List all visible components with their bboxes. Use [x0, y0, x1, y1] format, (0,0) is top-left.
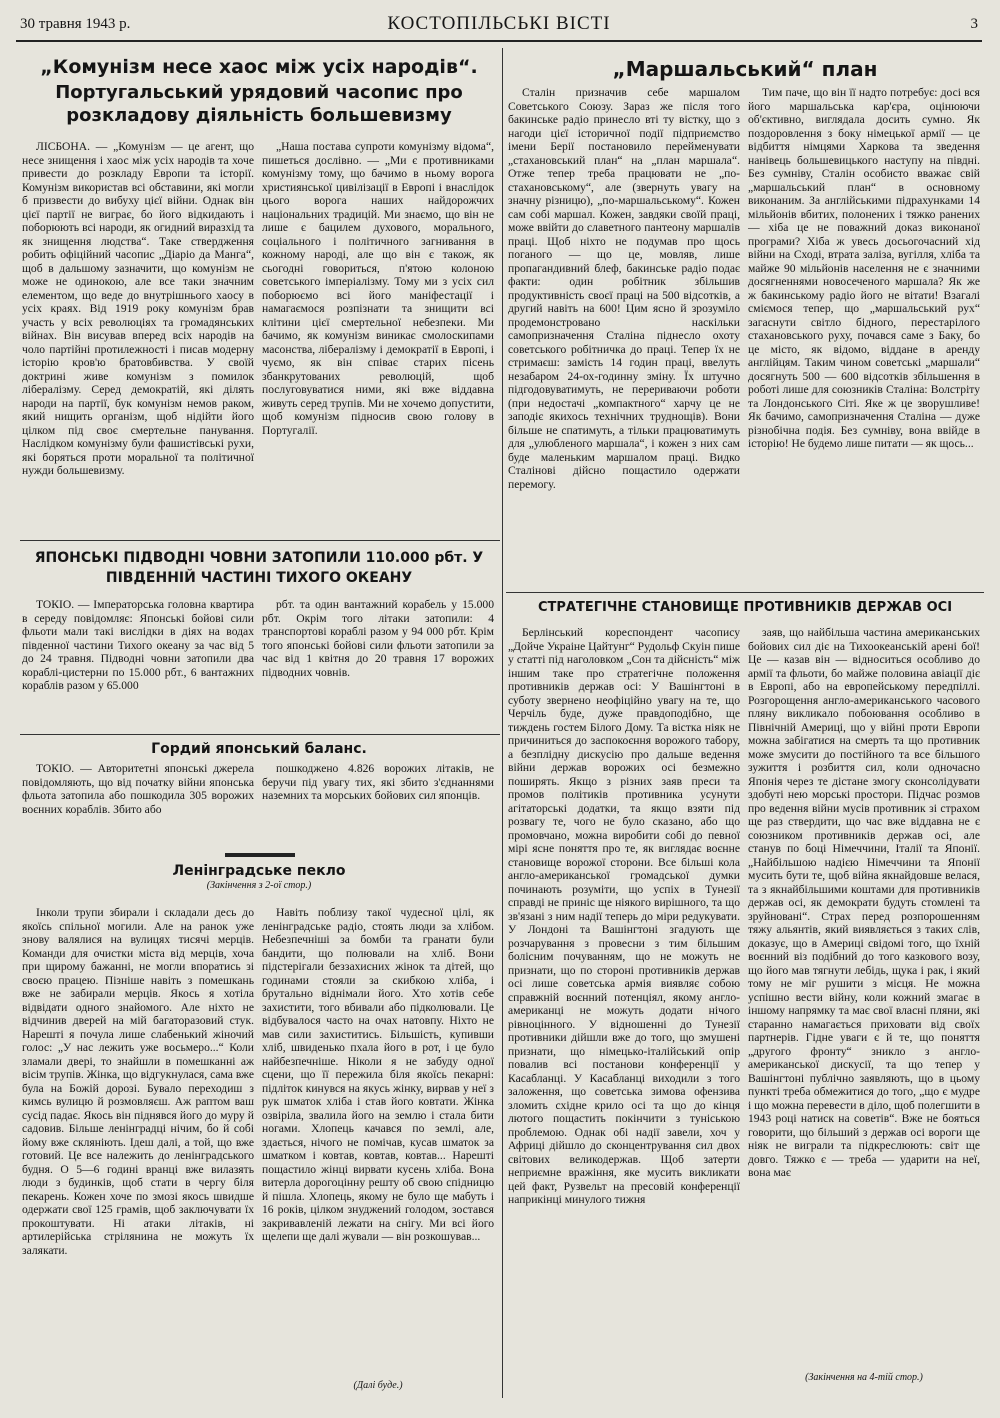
balance-column-2: [262, 762, 494, 828]
article-paragraph: Інколи трупи збирали і складали десь до якоїсь спільної могили. Але на ранок уже знову валялися на вулицях тисячі мерців. Команди для очистки міста від мерців, хоча при щирому бажанні, не могли впоратись зі своєю працею. Пізніше навіть з помешкань вже не забирали мерців. Якось я хотіла відвідати одного знайомого. Але ніхто не відчинив дверей на мій багаторазовий стук. Нарешті я почула лише слабенький жіночий голос: „У нас лежить уже восьмеро...“ Коли зламали двері, то знайшли в помешканні аж вісім трупів. Жінка, що відгукнулася, сама вже була на Божій дорозі. Бувало переходиш з кимсь вулицю й розмовляєш. Аж раптом ваш сусід падає. Якось він піднявся його до муру й садовив. Більше ленінградці нічим, бо й собі йому вже скляніють. Ідеш далі, а той, що вже готовий. Це все належить до ленінградського будня. О 5—6 годині вранці вже вилазять люди з будинків, щоб стати в чергу біля пекарень. Кожен хоче по змозі якось швидше одержати свої 125 грамів, щоб заключувати їх прокоштувати. Ні атаки літаків, ні артилерійська стрілянина не можуть їх залякати.: [22, 906, 254, 1257]
leningrad-headline: Ленінградське пекло: [172, 863, 346, 879]
submarines-column-1: [22, 598, 254, 730]
ornament-rule: [225, 853, 295, 857]
strategic-headline: СТРАТЕГІЧНЕ СТАНОВИЩЕ ПРОТИВНИКІВ ДЕРЖАВ ОСІ: [537, 600, 953, 615]
communism-headline-block: [20, 55, 498, 135]
submarines-headline: ЯПОНСЬКІ ПІДВОДНІ ЧОВНИ ЗАТОПИЛИ 110.000 рбт. У ПІВДЕННІЙ ЧАСТИНІ ТИХОГО ОКЕАНУ: [34, 550, 484, 586]
communism-headline: „Комунізм несе хаос між усіх народів“.: [40, 56, 478, 78]
page-header: [16, 10, 982, 42]
submarines-column-2: [262, 598, 494, 730]
strategic-column-2: [748, 626, 980, 1368]
section-divider: [20, 540, 500, 541]
section-divider: [506, 592, 984, 593]
submarines-headline-block: [20, 548, 498, 592]
leningrad-headline-block: [20, 862, 498, 902]
article-paragraph: ТОКІО. — Імператорська головна квартира в середу повідомляє: Японські бойові сили фльоти мали такі вислідки в діях на водах південної частини Тихого океану за час від 5 до 24 травня. Підводні човни затопили два кораблі-цистерни по 15.000 рбт., 6 вантажних кораблів разом у 65.000: [22, 598, 254, 692]
leningrad-continuation-note: (Закінчення з 2-ої стор.): [206, 880, 312, 891]
marshal-column-1: [508, 86, 740, 586]
article-paragraph: рбт. та один вантажний корабель у 15.000 рбт. Окрім того літаки затопили: 4 транспортові кораблі разом у 94 000 рбт. Крім того японські бойові сили фльоти затопили за час від 1 квітня до 20 травня 17 ворожих підводних човнів.: [262, 598, 494, 679]
article-paragraph: Сталін призначив себе маршалом Советського Союзу. Зараз же після того бакинське радіо принесло вті ту вістку, що з нагоди цієї історичної події підприємство імени Берії постановило перейменувати „стахановський план“ на „план маршала“. Отже тепер треба працювати не „по-стахановському“, але (звернуть увагу на значну різницю), „по-маршальському“. Кожен сам собі маршал. Кожен, завдяки своїй праці, може ввійти до славетного пантеону маршалів праці. Щоб ніхто не подумав про щось поганого — що це, мовляв, лише пропагандивний блеф, бакинське радіо подає факти: один робітник збільшив продуктивність своєї праці на 500 відсотків, а другий навіть на 600! Цим ясно й зрозуміло продемонстровано наскільки самопризначення Сталіна піднесло охоту советського робітничка до праці. Тепер їх не стримаєш: замість 14 годин праці, ввелуть незабаром 24-ох-годинну зміну. Їх штучно підгодовуватимуть, не перериваючи роботи (при недостачі „компактного“ харчу це не заподіє якихось технічних труднощів). Вони більше не спатимуть, а тільки працюватимуть для „улюбленого маршала“, і кожен з них сам буде маленьким маршалом праці. Видко Сталінові дійсно пощастило одержати перемогу.: [508, 86, 740, 491]
marshal-headline: „Маршальський“ план: [612, 57, 878, 81]
strategic-column-1: [508, 626, 740, 1382]
communism-column-2: [262, 140, 494, 532]
leningrad-column-2: [262, 906, 494, 1376]
column-divider: [502, 48, 503, 1398]
page-number: 3: [970, 16, 978, 32]
leningrad-to-be-continued: (Далі буде.): [353, 1380, 403, 1391]
marshal-column-2: [748, 86, 980, 586]
article-paragraph: „Наша постава супроти комунізму відома“, пишеться дослівно. — „Ми є противниками комунізму тому, що бачимо в ньому ворога християнської цивілізації в Европі і внаслідок цього ворога наших найдорожчих національних традицій. Ми знаємо, що він не лише є бацилем духового, морального, соціального і політичного загнивання в кожному народі, але що він є також, як сьогодні говориться, п'ятою колоною советського імперіалізму. Тому ми з усіх сил поборюємо всі його маніфестації і намагаємося розпізнати та знищити всі клітини цієї смертельної небезпеки. Ми бачимо, як комунізм виникає смолоскипами масонства, лібералізму і демократії в Европі, і чуємо, як він співає старих пісень збанкрутованих революцій, щоб послуговуватися ними, які вже віддавна живуть серед трупів. Ми не хочемо допустити, щоб комунізм підносив свою голову в Португалії.: [262, 140, 494, 437]
communism-column-1: [22, 140, 254, 532]
section-divider: [20, 734, 500, 735]
strategic-headline-block: [508, 598, 982, 622]
article-paragraph: Берлінський кореспондент часопису „Дойче Украіне Цайтунг“ Рудольф Скуін пише у статті під наголовком „Сон та дійсність“ між іншим таке про стратегічне положення противників держав осі: У Вашінгтоні в суботу звернено неофіційно увагу на те, що Черчіль буде, дуже правдоподібно, ще тиждень гостем Білого Дому. Та вістка ніяк не причиниться до заспокоєння ворожого табору, а безплідну дискусію про дальше ведення війни держав ворожих осі безмежно поширять. Якщо з різних заяв преси та промов політиків противника усунути агітаторські додатки, та якщо взяти під розвагу те, чого не було сказано, або що промовчано, можна виробити собі до певної мірі ясне поняття про те, як виглядає воєнне становище ворожої сторони. Все більші кола англо-американської громадської думки починають розуміти, що успіх в Тунезії справді не приніс ще ніякого вирішного, та що зв'язані з ним надії теперь до міри редукувати. У Лондоні та Вашінгтоні згадують ще розчарування з провесни з тим більшим болісним почуванням, що не можуть не признати, що по стороні противників держав осі лише советська армія виявляє собою справжній воєнний потенціял, якому англо-американці не можуть додати нічого рівноцінного. У відношенні до Тунезії противники дійшли вже до того, що змушені признати, що німецько-італійський опір повалив всі постанови конференції у Касабланці. У Касабланці виходили з того заложення, що советська зимова офензива зломить східне крило осі та що до кінця лютого пощастить покінчити з туніською проблемою. Однак обі надії завели, хоч у Африці дійшло до сконцентрування сил двох світових великодержав. Щоб затерти неприємне вражіння, яке мусить викликати цей факт, Рузвельт на пресовій конференції наприкінці минулого тижня: [508, 626, 740, 1206]
issue-date: 30 травня 1943 р.: [20, 16, 131, 32]
article-paragraph: Тим паче, що він її надто потребує: досі вся його маршальська кар'єра, оцінюючи об'єктивно, виглядала досить сумно. Як поздоровлення з боку німецької армії — це відбиття німцями Харкова та зведення нанівець большевицького наступу на півдні. Без сумніву, Сталін особисто вважає свій „маршальський план“ в основному виконаним. За англійськими підрахунками 14 мільйонів вбитих, полонених і тяжко ранених — хіба це не поважний доказ виконаної програми? Хіба ж увесь досьогочасний хід війни на Сході, втрата заліза, вугілля, хліба та майже 90 мільйонів населення не є значними досягненнями новосеченого маршала? Як же ж бакинському радіо його не вітати! Взагалі сміємося тепер, що „маршальський рух“ загаснути світло бідного, перестарілого стахановського руху, почався саме з Баку, бо це місто, як відомо, віддане в аренду англійцям. Таким чином советські „маршали“ досягнуть 500 — 600 відсотків збільшення в роботі лише для союзників Сталіна: Волстріту та Лондонського Сіті. Яке ж це зворушливе! Як бачимо, самопризначення Сталіна — дуже різнобічна подія. Без сумніву, вона ввійде в історію! Не будемо лише питати — як щось...: [748, 86, 980, 450]
newspaper-title: КОСТОПІЛЬСЬКІ ВІСТІ: [387, 13, 611, 34]
article-paragraph: пошкоджено 4.826 ворожих літаків, не беручи під увагу тих, які збито з'єднаннями наземних та морських бойових сил японців.: [262, 762, 494, 802]
article-paragraph: ТОКІО. — Авторитетні японські джерела повідомляють, що від початку війни японська фльота затопила або пошкодила 305 ворожих воєнних кораблів. Збито або: [22, 762, 254, 816]
balance-column-1: [22, 762, 254, 828]
leningrad-column-1: [22, 906, 254, 1376]
strategic-continuation-note: (Закінчення на 4-тій стор.): [805, 1372, 923, 1383]
balance-headline-block: [20, 740, 498, 760]
communism-subheadline: Португальський урядовий часопис про розкладову діяльність большевизму: [55, 82, 463, 126]
marshal-headline-block: [508, 55, 982, 85]
article-paragraph: заяв, що найбільша частина американських бойових сил діє на Тихоокеанській арені бої! Це — казав він — відноситься особливо до армії та фльоти, бо майже половина авіації діє в Европі, або на европейському передпіллі. Розгорощення англо-американського часового пляну викликало побоювання особливо в Північній Америці, що у війні проти Европи можна забігатися на смерть та що противник може змусити до постійного та все більшого зужиття і розбиття сил, коли одночасно Японія через те дістане змогу сконсолідувати здобуті нею морські простори. Підчас розмов про ведення війни мусів противник зі страхом ще раз ствердити, що час вже віддавна не є союзником противників держав осі, але станув по боці Німеччини, Італії та Японії. „Найбільшою надією Німеччини та Японії мусить бути те, щоб війна якнайдовше велася, та з якнайбільшими коштами для противників держав осі, як демократи будуть стомлені та зруйновані“. Страх перед розпорошенням тяжу альянтів, який виявляється з таких слів, доказує, що в Америці свідомі того, що їхній воєнний віз подібний до того казкового возу, що його мав тягнути лебідь, щука і рак, і який тому не міг рушити з місця. Не можна успішно вести війну, коли кожний змагає в іншому напрямку та має свої власні пляни, які старанно намагається приховати від своїх партнерів. Гідне уваги є й те, що поняття „другого фронту“ зникло з англо-американської дискусії, та що тепер у Вашінгтоні публічно заявляють, що в цьому пункті треба обмежитися до того, „що є мудре і що можна перевести в діло, щоб полегшити в 1943 році натиск на советів“. Вже не бояться говорити, що більший з держав осі вороги ще ніяк не виграли та підкреслюють: світ ще довго. Тяжко є — треба — ударити на неї, вона має: [748, 626, 980, 1179]
article-paragraph: Навіть поблизу такої чудесної цілі, як ленінградське радіо, стоять люди за хлібом. Небезпечніші за бомби та гранати були бандити, що полювали на хліб. Вони підстерігали беззахисних жінок та дітей, що годинами стояли за скибкою хліба, і брутально віднімали його. Хто хотів себе захистити, того вбивали або підколювали. Це відбувалося часто на очах натовпу. Ніхто не мав сили захиститись. Більшість, купивши хліб, швиденько пхала його в рот, і це було найбезпечніше. Ніколи я не забуду одної сцени, що її пережила біля якоїсь пекарні: підліток кинувся на якусь жінку, вирвав у неї з рук шматок хліба і став його ковтати. Жінка озвіріла, звалила його на землю і стала бити ногами. Хлопець качався по землі, але, здається, нічого не помічав, кусав шматок за шматком і ковтав, ковтав, ковтав... Нарешті пощастило жінці вирвати кусень хліба. Вона витерла дорогоцінну решту об свою спідницю й пішла. Хлопець, якому не було ще мабуть і 16 років, цілком знуджений голодом, зостався закривавленій лежати на снігу. Ми всі його щелепи ще далі жували — він розкошував...: [262, 906, 494, 1243]
balance-headline: Гордий японський баланс.: [151, 741, 367, 757]
article-paragraph: ЛІСБОНА. — „Комунізм — це агент, що несе знищення і хаос між усіх народів та хоче привести до розкладу Европи та історії. Комунізм використав всі обставини, які могли б призвести до вибуху цієї війни. Однак він цієї партії не виграє, бо його відкидають і поборюють всі народи, як огидний виразхід та як знищення людства“. Таке ствердження робить офіційний часопис „Діаріо да Манга“, щоб в дальшому зазначити, що комунізм не може не одинокою, але все таки значним елементом, що веде до внутрішнього хаосу в усіх краях. Від 1919 року комунізм брав участь у всіх революціях та громадянських війнах. Він висував вперед всіх народів на чоло партійні протилежності і писав модерну історію кров'ю братовбивства. У своїй доктрині живе комунізм з помилок лібералізму. Серед демократій, які ділять народи на партії, бук комунізм немов раком, який нищить організм, щоб нідійти його цілком під своє смертельне панування. Наслідком комунізму були фашистівські рухи, які боряться проти моральної та політичної нужди большевизму.: [22, 140, 254, 477]
